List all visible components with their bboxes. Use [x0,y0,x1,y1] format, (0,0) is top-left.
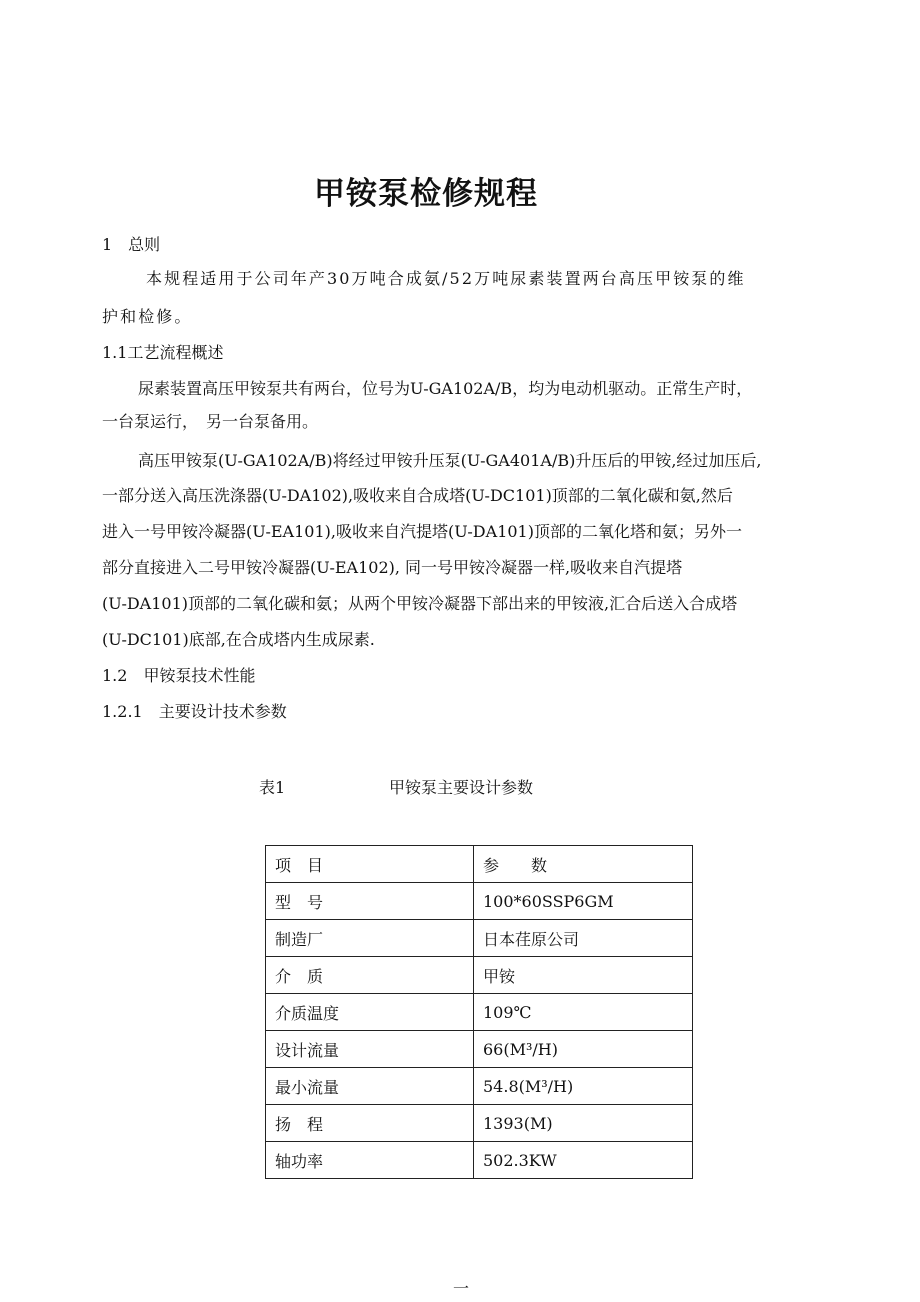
page-number-mark: 一 [453,1279,470,1298]
table-cell: 54.8(M³/H) [474,1068,693,1105]
table-cell: 介质温度 [266,994,474,1031]
table-cell: 参 数 [474,846,693,883]
table-cell: 502.3KW [474,1142,693,1179]
process-paragraph-2-line-3: 进入一号甲铵冷凝器(U-EA101),吸收来自汽提塔(U-DA101)顶部的二氧化塔和氨；另外一 [102,522,742,541]
table-cell: 制造厂 [266,920,474,957]
section-1-heading: 1 总则 [102,235,161,254]
table-cell: 66(M³/H) [474,1031,693,1068]
table-cell: 日本荏原公司 [474,920,693,957]
table-cell: 设计流量 [266,1031,474,1068]
process-paragraph-1-line-2: 一台泵运行， 另一台泵备用。 [102,412,319,431]
section-1-2-1-heading: 1.2.1 主要设计技术参数 [102,702,287,721]
process-paragraph-2-line-1: 高压甲铵泵(U-GA102A/B)将经过甲铵升压泵(U-GA401A/B)升压后的甲铵,经过加压后, [138,451,762,470]
section-1-2-heading: 1.2 甲铵泵技术性能 [102,666,256,685]
table-caption-title: 甲铵泵主要设计参数 [389,778,534,797]
section-1-paragraph-line-1: 本规程适用于公司年产30万吨合成氨/52万吨尿素装置两台高压甲铵泵的维 [146,269,746,288]
process-paragraph-2-line-2: 一部分送入高压洗涤器(U-DA102),吸收来自合成塔(U-DC101)顶部的二氧化碳和氨,然后 [102,486,733,505]
table-cell: 项 目 [266,846,474,883]
table-row [266,920,693,957]
parameters-table [265,845,693,1179]
table-cell: 甲铵 [474,957,693,994]
table-row [266,1142,693,1179]
table-cell: 1393(M) [474,1105,693,1142]
table-cell: 最小流量 [266,1068,474,1105]
table-row [266,994,693,1031]
section-1-paragraph-line-2: 护和检修。 [102,307,193,326]
process-paragraph-1-line-1: 尿素装置高压甲铵泵共有两台，位号为U-GA102A/B，均为电动机驱动。正常生产时， [138,379,753,398]
table-cell: 100*60SSP6GM [474,883,693,920]
table-row [266,1105,693,1142]
table-cell: 型 号 [266,883,474,920]
section-1-1-heading: 1.1工艺流程概述 [102,343,224,362]
process-paragraph-2-line-4: 部分直接进入二号甲铵冷凝器(U-EA102), 同一号甲铵冷凝器一样,吸收来自汽提塔 [102,558,683,577]
process-paragraph-2-line-5: (U-DA101)顶部的二氧化碳和氨；从两个甲铵冷凝器下部出来的甲铵液,汇合后送入合成塔 [102,594,738,613]
table-cell: 扬 程 [266,1105,474,1142]
table-row [266,883,693,920]
table-row [266,957,693,994]
table-header-row [266,846,693,883]
table-row [266,1068,693,1105]
table-caption-label: 表1 [259,778,286,797]
table-row [266,1031,693,1068]
table-cell: 轴功率 [266,1142,474,1179]
document-title: 甲铵泵检修规程 [314,176,538,212]
process-paragraph-2-line-6: (U-DC101)底部,在合成塔内生成尿素. [102,630,375,649]
table-cell: 介 质 [266,957,474,994]
table-cell: 109℃ [474,994,693,1031]
